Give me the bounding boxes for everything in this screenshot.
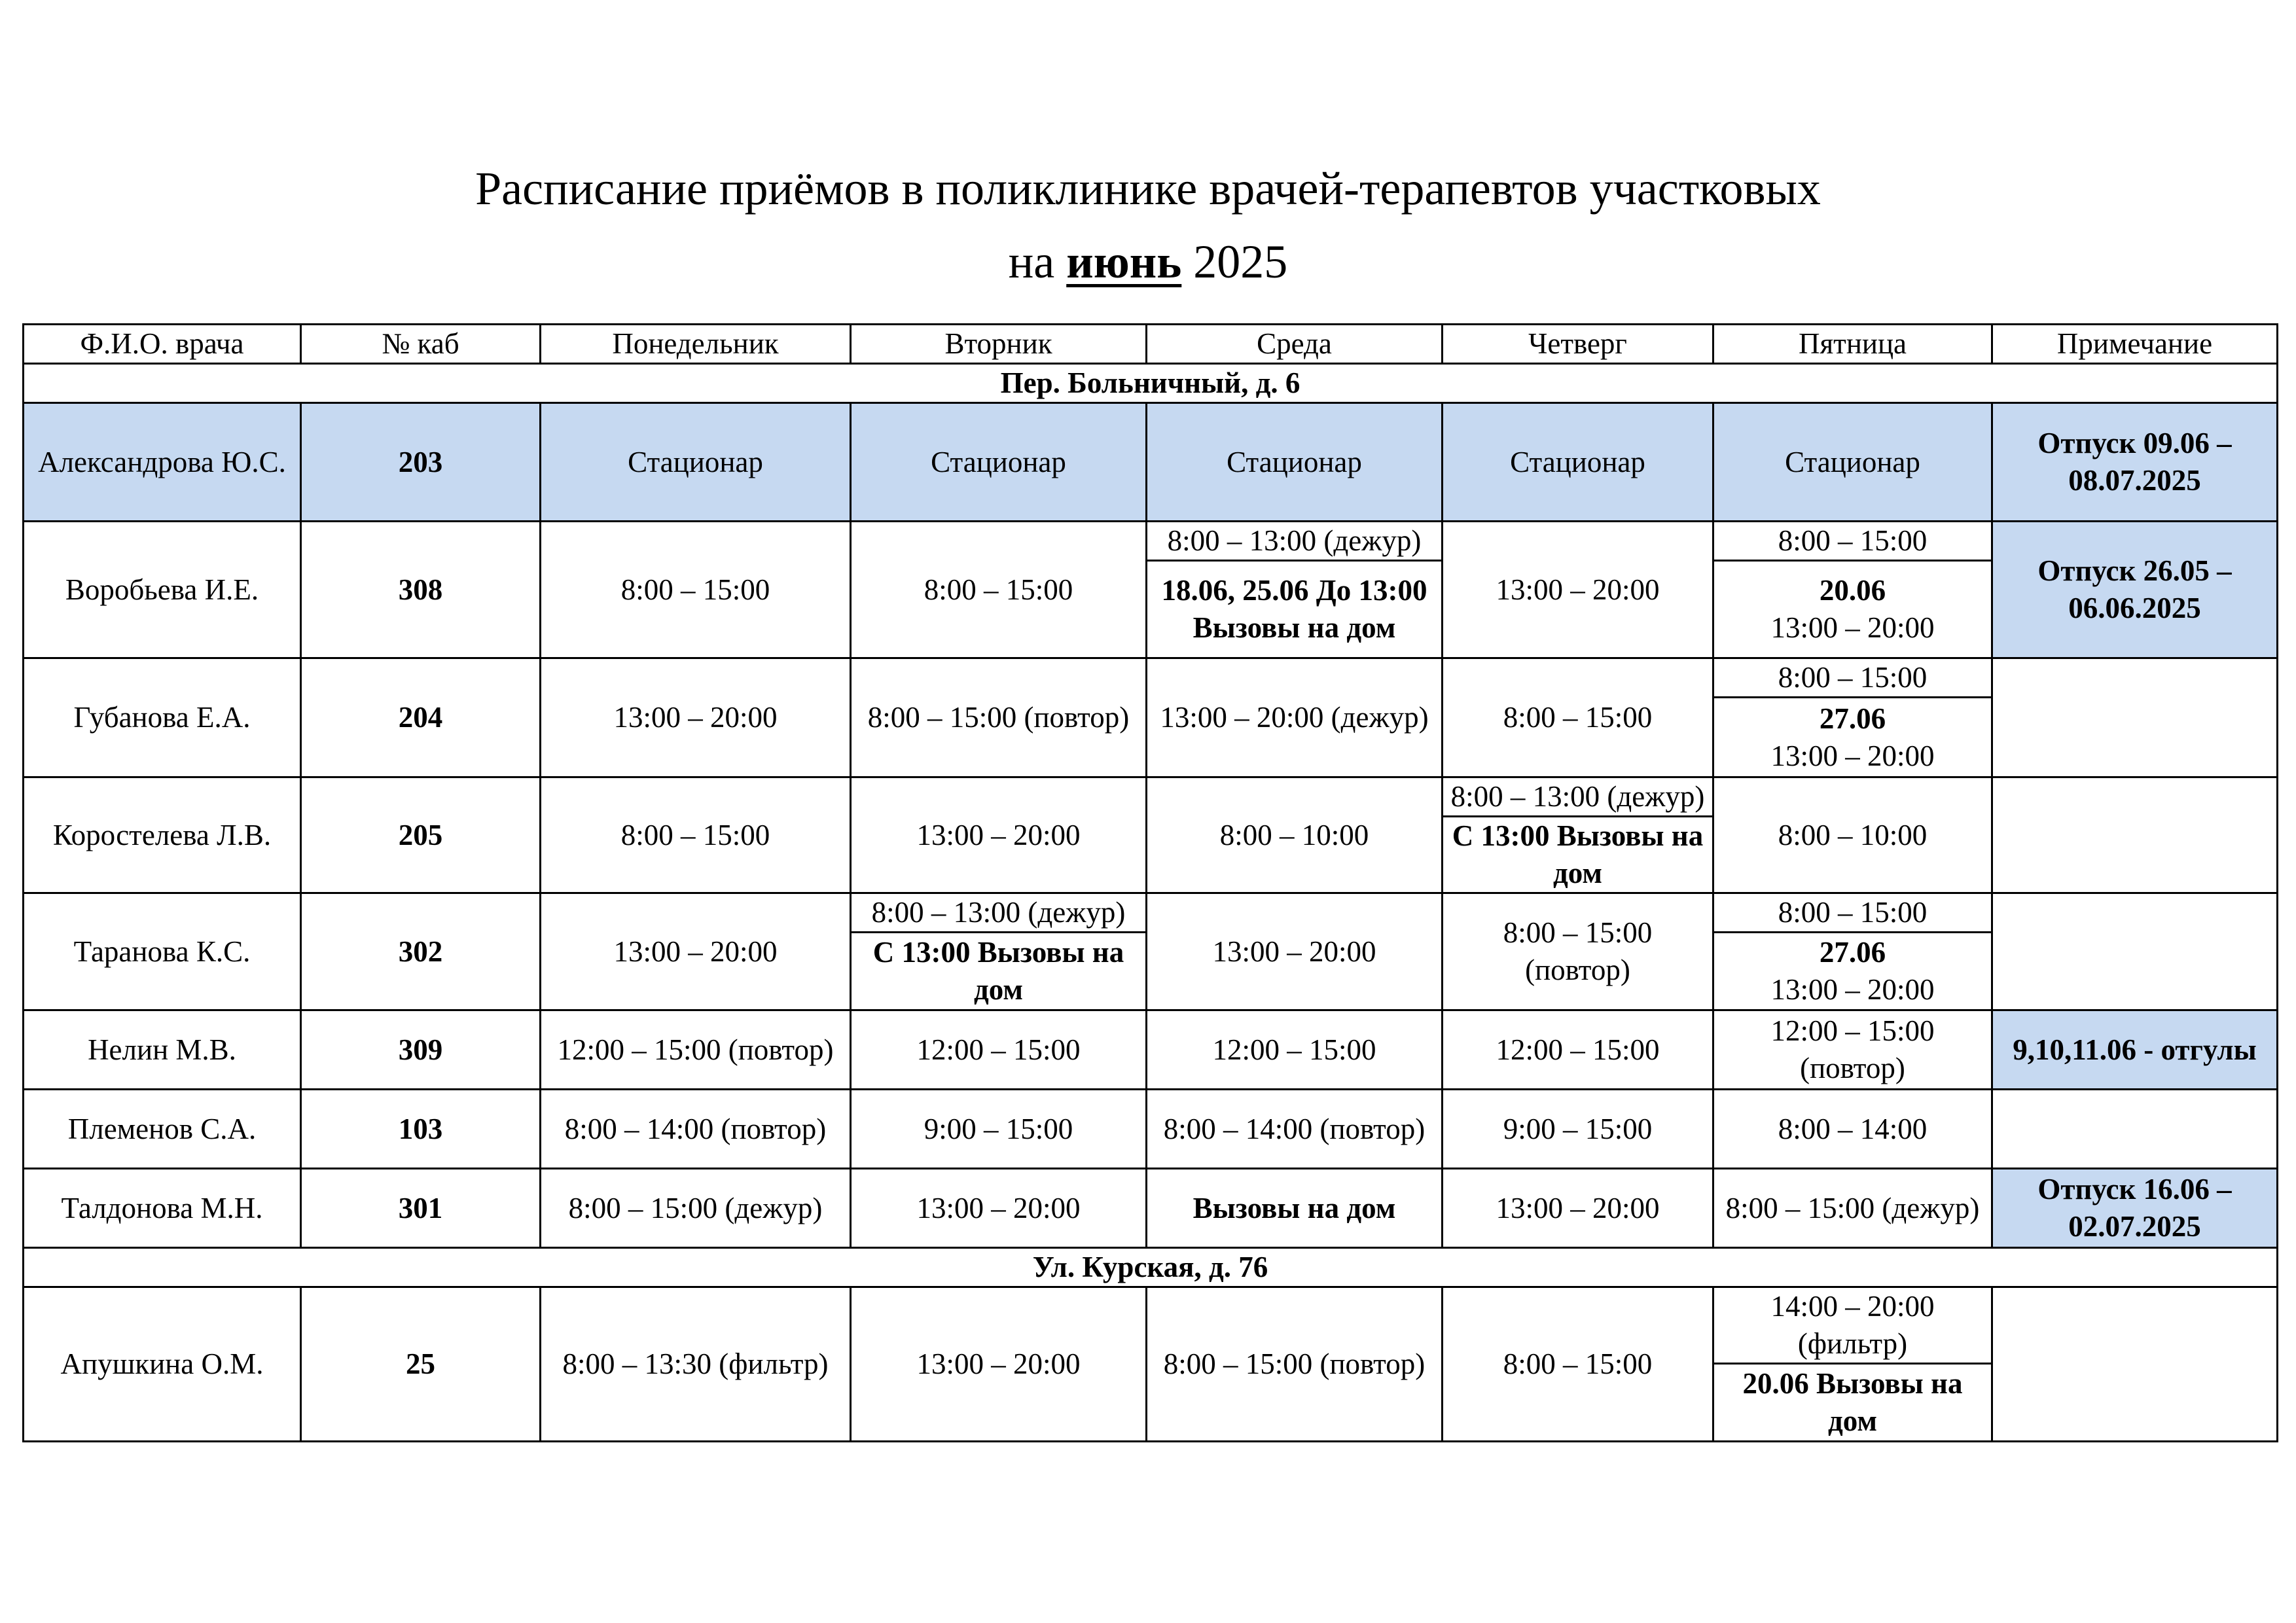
cell-tuesday (851, 777, 1147, 893)
cell-wednesday (1147, 1287, 1443, 1442)
cell-text: 8:00 – 15:00 (повтор) (1503, 916, 1653, 986)
header-thursday: Четверг (1443, 325, 1713, 364)
cell-text: 8:00 – 15:00 (620, 573, 770, 606)
cell-text: 8:00 – 15:00 (1778, 524, 1928, 557)
section-row (24, 364, 2278, 403)
cell-bold-text: 20.06 (1819, 574, 1886, 607)
doctor-name: Нелин М.В. (24, 1010, 301, 1090)
title-line-1: Расписание приёмов в поликлинике врачей-терапевтов участковых (475, 162, 1821, 215)
cell-monday (541, 777, 851, 893)
cell-thursday (1443, 1010, 1713, 1090)
cell-friday-bottom (1713, 561, 1992, 658)
cell-thursday (1443, 1090, 1713, 1169)
cell-text: 12:00 – 15:00 (повтор) (557, 1033, 834, 1066)
cell-text: 13:00 – 20:00 (613, 935, 778, 968)
cell-text: Стационар (931, 445, 1066, 478)
cell-friday-top (1713, 1287, 1992, 1364)
cell-tuesday (851, 403, 1147, 522)
cell-text: 13:00 – 20:00 (1212, 935, 1376, 968)
doctor-name: Таранова К.С. (24, 893, 301, 1010)
section-title: Ул. Курская, д. 76 (24, 1248, 2278, 1287)
cell-tuesday-bottom (851, 933, 1147, 1010)
cell-text: 8:00 – 13:30 (фильтр) (562, 1347, 829, 1380)
cell-friday-top (1713, 658, 1992, 698)
cell-text: 8:00 – 15:00 (повтор) (1163, 1347, 1426, 1380)
header-doctor: Ф.И.О. врача (24, 325, 301, 364)
cell-text: 8:00 – 13:00 (дежур) (1450, 780, 1705, 813)
cell-friday (1713, 777, 1992, 893)
cell-tuesday-top (851, 893, 1147, 933)
section-title: Пер. Больничный, д. 6 (24, 364, 2278, 403)
cell-text: 9:00 – 15:00 (1503, 1112, 1653, 1145)
cell-bold-text: 20.06 Вызовы на дом (1742, 1367, 1963, 1437)
cell-wednesday (1147, 403, 1443, 522)
header-note: Примечание (1992, 325, 2278, 364)
cell-text: 8:00 – 10:00 (1219, 818, 1369, 851)
note-cell (1992, 893, 2278, 1010)
cell-text: 8:00 – 15:00 (620, 818, 770, 851)
note-cell (1992, 658, 2278, 777)
cell-text: 12:00 – 15:00 (1496, 1033, 1660, 1066)
cell-thursday (1443, 403, 1713, 522)
cell-text: 8:00 – 13:00 (дежур) (1167, 524, 1422, 557)
cell-friday-bottom (1713, 698, 1992, 777)
cell-text: 13:00 – 20:00 (1496, 1191, 1660, 1224)
doctor-name: Племенов С.А. (24, 1090, 301, 1169)
cell-text: 8:00 – 10:00 (1778, 818, 1928, 851)
cell-tuesday (851, 658, 1147, 777)
note-cell (1992, 1287, 2278, 1442)
room-number: 309 (301, 1010, 541, 1090)
title-month: июнь (1066, 236, 1182, 288)
cell-thursday (1443, 522, 1713, 658)
cell-thursday (1443, 893, 1713, 1010)
header-tuesday: Вторник (851, 325, 1147, 364)
doctor-row (24, 403, 2278, 522)
schedule-body (24, 364, 2278, 1442)
cell-thursday (1443, 658, 1713, 777)
cell-text: 8:00 – 15:00 (1778, 661, 1928, 694)
doctor-name: Губанова Е.А. (24, 658, 301, 777)
cell-text: 12:00 – 15:00 (916, 1033, 1081, 1066)
cell-text: 13:00 – 20:00 (916, 1191, 1081, 1224)
cell-text: 13:00 – 20:00 (1770, 611, 1935, 644)
cell-text: 8:00 – 15:00 (924, 573, 1073, 606)
doctor-name: Коростелева Л.В. (24, 777, 301, 893)
cell-monday (541, 1010, 851, 1090)
note-cell (1992, 1090, 2278, 1169)
cell-wednesday (1147, 1010, 1443, 1090)
cell-monday (541, 1090, 851, 1169)
cell-text: 8:00 – 15:00 (1503, 701, 1653, 734)
doctor-row (24, 1010, 2278, 1090)
title-line-2 (0, 225, 2296, 298)
cell-text: Стационар (628, 445, 763, 478)
cell-text: 13:00 – 20:00 (613, 701, 778, 734)
note-cell (1992, 777, 2278, 893)
room-number: 205 (301, 777, 541, 893)
cell-text: 13:00 – 20:00 (1770, 973, 1935, 1006)
cell-tuesday (851, 1090, 1147, 1169)
header-row (24, 325, 2278, 364)
cell-text: 12:00 – 15:00 (повтор) (1770, 1014, 1935, 1084)
cell-text: Стационар (1785, 445, 1920, 478)
cell-monday (541, 658, 851, 777)
doctor-row (24, 1287, 2278, 1364)
cell-text: 9:00 – 15:00 (924, 1112, 1073, 1145)
header-wednesday: Среда (1147, 325, 1443, 364)
cell-text: 8:00 – 14:00 (повтор) (564, 1112, 827, 1145)
cell-text: 8:00 – 15:00 (дежур) (1725, 1191, 1980, 1224)
cell-bold-text: С 13:00 Вызовы на дом (1452, 819, 1704, 889)
cell-text: 8:00 – 15:00 (дежур) (568, 1191, 823, 1224)
cell-thursday (1443, 1169, 1713, 1248)
doctor-row (24, 658, 2278, 698)
cell-text: 8:00 – 15:00 (повтор) (867, 701, 1130, 734)
cell-friday (1713, 1010, 1992, 1090)
cell-monday (541, 893, 851, 1010)
cell-friday (1713, 1090, 1992, 1169)
cell-text: 8:00 – 14:00 (повтор) (1163, 1112, 1426, 1145)
doctor-name: Талдонова М.Н. (24, 1169, 301, 1248)
cell-text: 13:00 – 20:00 (916, 818, 1081, 851)
header-room: № каб (301, 325, 541, 364)
cell-wednesday (1147, 893, 1443, 1010)
cell-text: 8:00 – 13:00 (дежур) (871, 896, 1126, 929)
title-prefix: на (1008, 236, 1055, 288)
cell-text: 14:00 – 20:00 (фильтр) (1770, 1290, 1935, 1360)
cell-text: 8:00 – 15:00 (1503, 1347, 1653, 1380)
cell-text: 13:00 – 20:00 (1496, 573, 1660, 606)
cell-text: Стационар (1227, 445, 1362, 478)
cell-text: 13:00 – 20:00 (916, 1347, 1081, 1380)
cell-tuesday (851, 1010, 1147, 1090)
document-title (0, 152, 2296, 298)
cell-thursday (1443, 1287, 1713, 1442)
cell-monday (541, 403, 851, 522)
cell-bold-text: 27.06 (1819, 702, 1886, 735)
doctor-row (24, 522, 2278, 561)
cell-text: Стационар (1510, 445, 1645, 478)
cell-text: 12:00 – 15:00 (1212, 1033, 1376, 1066)
cell-monday (541, 1287, 851, 1442)
cell-text: 8:00 – 14:00 (1778, 1112, 1928, 1145)
cell-text: 8:00 – 15:00 (1778, 896, 1928, 929)
cell-bold-text: Вызовы на дом (1193, 1191, 1396, 1224)
header-monday: Понедельник (541, 325, 851, 364)
doctor-row (24, 1169, 2278, 1248)
room-number: 203 (301, 403, 541, 522)
doctor-row (24, 777, 2278, 817)
doctor-row (24, 893, 2278, 933)
cell-friday (1713, 1169, 1992, 1248)
cell-monday (541, 522, 851, 658)
room-number: 302 (301, 893, 541, 1010)
cell-tuesday (851, 522, 1147, 658)
room-number: 204 (301, 658, 541, 777)
doctor-name: Воробьева И.Е. (24, 522, 301, 658)
room-number: 103 (301, 1090, 541, 1169)
cell-friday-top (1713, 893, 1992, 933)
note-cell: Отпуск 09.06 – 08.07.2025 (1992, 403, 2278, 522)
note-cell: Отпуск 16.06 – 02.07.2025 (1992, 1169, 2278, 1248)
note-cell: Отпуск 26.05 – 06.06.2025 (1992, 522, 2278, 658)
cell-text: 13:00 – 20:00 (дежур) (1160, 701, 1429, 734)
cell-thursday-top (1443, 777, 1713, 817)
cell-thursday-bottom (1443, 817, 1713, 893)
cell-friday-top (1713, 522, 1992, 561)
cell-bold-text: С 13:00 Вызовы на дом (872, 936, 1124, 1006)
cell-wednesday (1147, 658, 1443, 777)
cell-monday (541, 1169, 851, 1248)
note-cell: 9,10,11.06 - отгулы (1992, 1010, 2278, 1090)
schedule-table (22, 323, 2278, 1442)
cell-friday-bottom (1713, 933, 1992, 1010)
title-year: 2025 (1193, 236, 1288, 288)
header-friday: Пятница (1713, 325, 1992, 364)
cell-bold-text: 18.06, 25.06 До 13:00 Вызовы на дом (1161, 574, 1427, 644)
doctor-row (24, 1090, 2278, 1169)
room-number: 308 (301, 522, 541, 658)
cell-wednesday (1147, 777, 1443, 893)
cell-tuesday (851, 1169, 1147, 1248)
cell-text: 13:00 – 20:00 (1770, 739, 1935, 772)
room-number: 301 (301, 1169, 541, 1248)
cell-wednesday-top (1147, 522, 1443, 561)
cell-bold-text: 27.06 (1819, 936, 1886, 969)
cell-friday (1713, 403, 1992, 522)
doctor-name: Александрова Ю.С. (24, 403, 301, 522)
section-row (24, 1248, 2278, 1287)
cell-tuesday (851, 1287, 1147, 1442)
cell-wednesday (1147, 1169, 1443, 1248)
cell-wednesday-bottom (1147, 561, 1443, 658)
room-number: 25 (301, 1287, 541, 1442)
cell-friday-bottom (1713, 1364, 1992, 1442)
cell-wednesday (1147, 1090, 1443, 1169)
doctor-name: Апушкина О.М. (24, 1287, 301, 1442)
